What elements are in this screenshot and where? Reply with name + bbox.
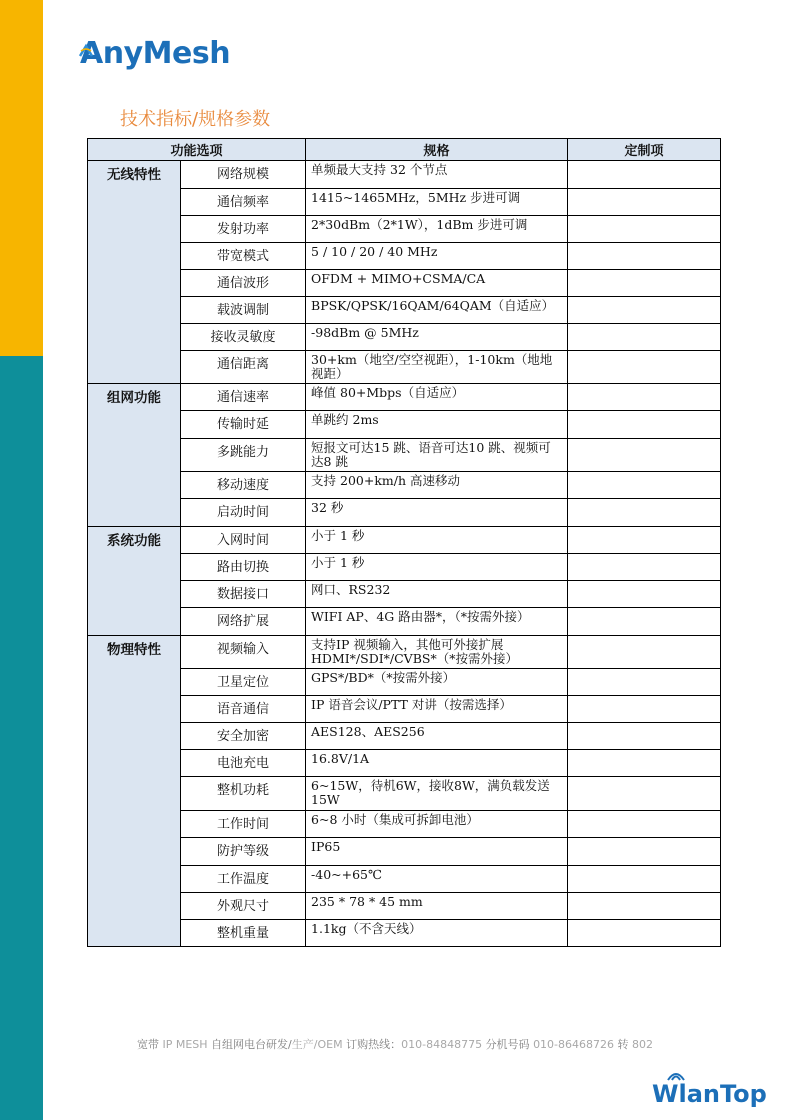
footer-text: 生产/ (291, 1038, 318, 1051)
anymesh-logo (80, 36, 230, 71)
feature-cell: 载波调制 (181, 297, 306, 324)
table-row (88, 696, 721, 723)
feature-cell: 外观尺寸 (181, 893, 306, 920)
spec-value-cell: 小于 1 秒 (306, 554, 568, 581)
feature-cell: 视频输入 (181, 636, 306, 669)
spec-value-cell: 2*30dBm（2*1W），1dBm 步进可调 (306, 216, 568, 243)
custom-cell (568, 243, 721, 270)
table-row (88, 723, 721, 750)
custom-cell (568, 324, 721, 351)
feature-cell: 接收灵敏度 (181, 324, 306, 351)
left-accent-bar-bottom (0, 356, 43, 1120)
footer-text: 宽带 (136, 1038, 159, 1051)
spec-value-cell: 1.1kg（不含天线） (306, 920, 568, 947)
table-row (88, 866, 721, 893)
custom-cell (568, 811, 721, 838)
custom-cell (568, 750, 721, 777)
table-row (88, 811, 721, 838)
custom-cell (568, 608, 721, 636)
table-row (88, 439, 721, 472)
footer-phone: 010-86468726 (533, 1038, 615, 1051)
spec-value-cell: BPSK/QPSK/16QAM/64QAM（自适应） (306, 297, 568, 324)
table-row (88, 669, 721, 696)
footer-text: 订购热线： (346, 1038, 402, 1051)
custom-cell (568, 723, 721, 750)
spec-value-cell: 小于 1 秒 (306, 527, 568, 554)
spec-value-cell: 网口、RS232 (306, 581, 568, 608)
table-row (88, 243, 721, 270)
category-cell: 组网功能 (88, 384, 181, 527)
feature-cell: 网络规模 (181, 161, 306, 189)
table-row (88, 270, 721, 297)
spec-value-cell: -98dBm @ 5MHz (306, 324, 568, 351)
feature-cell: 卫星定位 (181, 669, 306, 696)
section-title: 技术指标/规格参数 (120, 109, 271, 130)
table-row (88, 608, 721, 636)
table-row (88, 384, 721, 411)
custom-cell (568, 893, 721, 920)
footer-text: IP MESH (162, 1038, 208, 1051)
feature-cell: 带宽模式 (181, 243, 306, 270)
custom-cell (568, 216, 721, 243)
table-row (88, 750, 721, 777)
spec-value-cell: GPS*/BD*（*按需外接） (306, 669, 568, 696)
category-cell: 无线特性 (88, 161, 181, 384)
feature-cell: 整机功耗 (181, 777, 306, 811)
feature-cell: 通信频率 (181, 189, 306, 216)
header-feature: 功能选项 (88, 139, 306, 161)
feature-cell: 语音通信 (181, 696, 306, 723)
feature-cell: 工作温度 (181, 866, 306, 893)
footer-text: OEM (317, 1038, 343, 1051)
wlantop-logo (652, 1080, 767, 1108)
header-custom: 定制项 (568, 139, 721, 161)
spec-table (87, 138, 721, 947)
feature-cell: 通信距离 (181, 351, 306, 384)
table-row (88, 351, 721, 384)
custom-cell (568, 669, 721, 696)
feature-cell: 网络扩展 (181, 608, 306, 636)
feature-cell: 启动时间 (181, 499, 306, 527)
feature-cell: 多跳能力 (181, 439, 306, 472)
table-row (88, 472, 721, 499)
custom-cell (568, 384, 721, 411)
feature-cell: 安全加密 (181, 723, 306, 750)
spec-value-cell: 峰值 80+Mbps（自适应） (306, 384, 568, 411)
feature-cell: 通信速率 (181, 384, 306, 411)
custom-cell (568, 838, 721, 866)
feature-cell: 路由切换 (181, 554, 306, 581)
table-row (88, 581, 721, 608)
wlantop-text: WlanTop (652, 1080, 767, 1108)
custom-cell (568, 351, 721, 384)
table-row (88, 499, 721, 527)
footer-text: 转 (617, 1038, 629, 1051)
footer-phone: 010-84848775 (401, 1038, 483, 1051)
feature-cell: 移动速度 (181, 472, 306, 499)
spec-value-cell: 235 * 78 * 45 mm (306, 893, 568, 920)
custom-cell (568, 161, 721, 189)
spec-value-cell: WIFI AP、4G 路由器*，（*按需外接） (306, 608, 568, 636)
category-cell: 物理特性 (88, 636, 181, 947)
feature-cell: 传输时延 (181, 411, 306, 439)
custom-cell (568, 439, 721, 472)
spec-value-cell: 5 / 10 / 20 / 40 MHz (306, 243, 568, 270)
spec-value-cell: IP65 (306, 838, 568, 866)
custom-cell (568, 636, 721, 669)
table-row (88, 777, 721, 811)
feature-cell: 防护等级 (181, 838, 306, 866)
spec-value-cell: IP 语音会议/PTT 对讲（按需选择） (306, 696, 568, 723)
spec-value-cell: 6~8 小时（集成可拆卸电池） (306, 811, 568, 838)
custom-cell (568, 777, 721, 811)
feature-cell: 数据接口 (181, 581, 306, 608)
footer-text: 自组网电台研发/ (211, 1038, 292, 1051)
custom-cell (568, 866, 721, 893)
feature-cell: 电池充电 (181, 750, 306, 777)
spec-value-cell: 支持 200+km/h 高速移动 (306, 472, 568, 499)
spec-value-cell: OFDM + MIMO+CSMA/CA (306, 270, 568, 297)
spec-value-cell: 1415~1465MHz，5MHz 步进可调 (306, 189, 568, 216)
table-row (88, 189, 721, 216)
custom-cell (568, 696, 721, 723)
table-row (88, 527, 721, 554)
custom-cell (568, 411, 721, 439)
table-row (88, 324, 721, 351)
category-cell: 系统功能 (88, 527, 181, 636)
table-row (88, 554, 721, 581)
custom-cell (568, 472, 721, 499)
custom-cell (568, 581, 721, 608)
spec-value-cell: 单跳约 2ms (306, 411, 568, 439)
footer-contact (0, 1036, 790, 1052)
table-row (88, 920, 721, 947)
custom-cell (568, 297, 721, 324)
table-row (88, 838, 721, 866)
spec-value-cell: -40~+65℃ (306, 866, 568, 893)
table-row (88, 216, 721, 243)
spec-value-cell: 短报文可达15 跳、语音可达10 跳、视频可达8 跳 (306, 439, 568, 472)
footer-extension: 802 (632, 1038, 654, 1051)
feature-cell: 通信波形 (181, 270, 306, 297)
custom-cell (568, 270, 721, 297)
spec-value-cell: 16.8V/1A (306, 750, 568, 777)
table-row (88, 161, 721, 189)
left-accent-bar-top (0, 0, 43, 356)
spec-value-cell: 支持IP 视频输入，其他可外接扩展 HDMI*/SDI*/CVBS*（*按需外接） (306, 636, 568, 669)
table-row (88, 411, 721, 439)
footer-text: 分机号码 (485, 1038, 530, 1051)
spec-value-cell: AES128、AES256 (306, 723, 568, 750)
table-header-row (88, 139, 721, 161)
header-spec: 规格 (306, 139, 568, 161)
feature-cell: 入网时间 (181, 527, 306, 554)
satellite-icon (78, 42, 94, 58)
feature-cell: 发射功率 (181, 216, 306, 243)
table-row (88, 636, 721, 669)
spec-value-cell: 6~15W，待机6W，接收8W，满负载发送15W (306, 777, 568, 811)
custom-cell (568, 920, 721, 947)
table-row (88, 297, 721, 324)
spec-table-body (88, 161, 721, 947)
feature-cell: 工作时间 (181, 811, 306, 838)
spec-value-cell: 32 秒 (306, 499, 568, 527)
custom-cell (568, 554, 721, 581)
logo-text: AnyMesh (80, 36, 231, 71)
custom-cell (568, 499, 721, 527)
feature-cell: 整机重量 (181, 920, 306, 947)
spec-value-cell: 30+km（地空/空空视距），1-10km（地地视距） (306, 351, 568, 384)
custom-cell (568, 527, 721, 554)
table-row (88, 893, 721, 920)
custom-cell (568, 189, 721, 216)
spec-value-cell: 单频最大支持 32 个节点 (306, 161, 568, 189)
wifi-waves-icon (665, 1068, 687, 1082)
